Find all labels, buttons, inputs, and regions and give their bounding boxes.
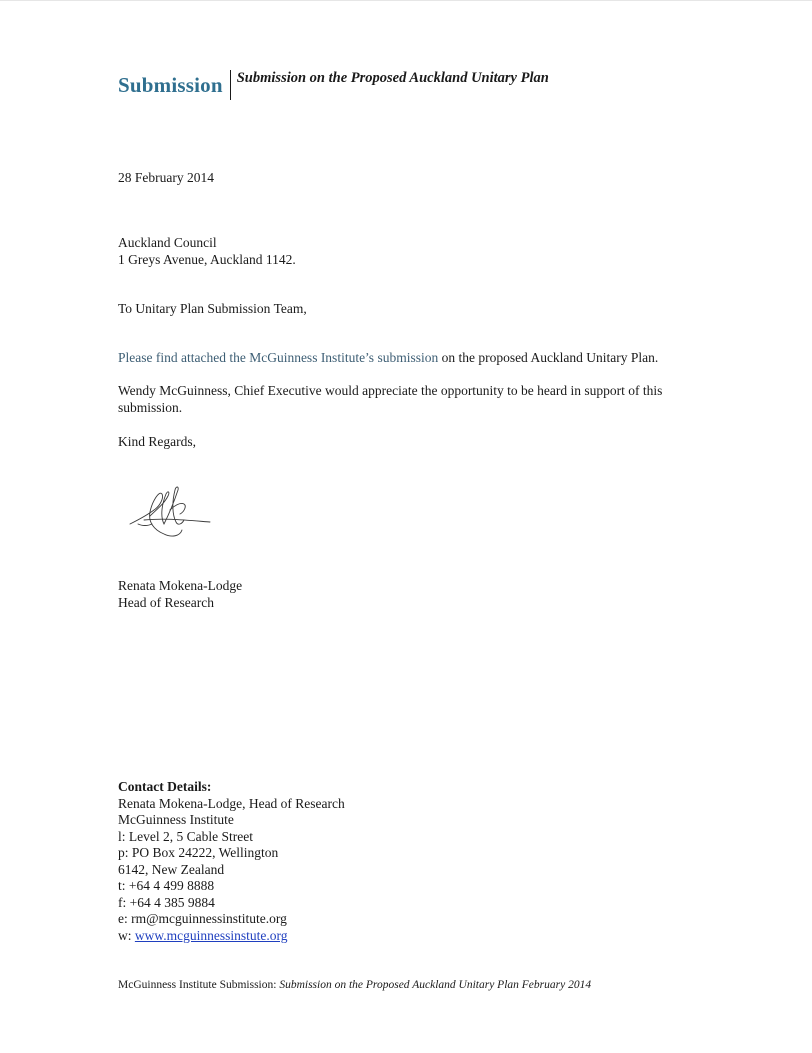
paragraph-attachment <box>118 350 658 367</box>
top-divider <box>0 0 812 1</box>
contact-line: 6142, New Zealand <box>118 861 225 877</box>
contact-line: f: +64 4 385 9884 <box>118 894 215 910</box>
contact-email: e: rm@mcguinnessinstitute.org <box>118 911 287 926</box>
contact-line: McGuinness Institute <box>118 812 234 827</box>
website-link[interactable]: www.mcguinnessinstute.org <box>134 927 288 943</box>
salutation: To Unitary Plan Submission Team, <box>118 301 307 316</box>
signer-block <box>118 578 242 611</box>
footer-prefix: McGuinness Institute Submission: <box>118 979 280 991</box>
contact-line: Renata Mokena-Lodge, Head of Research <box>118 795 345 811</box>
closing: Kind Regards, <box>118 434 196 449</box>
letter-date: 28 February 2014 <box>118 170 214 185</box>
signer-title: Head of Research <box>118 594 214 610</box>
header-title: Submission on the Proposed Auckland Unitary Plan <box>236 70 549 86</box>
paragraph-hearing: Wendy McGuinness, Chief Executive would appreciate the opportunity to be heard in support of this submission. <box>118 383 663 415</box>
contact-line: p: PO Box 24222, Wellington <box>118 845 279 860</box>
page-footer <box>118 978 591 992</box>
signer-name: Renata Mokena-Lodge <box>118 578 243 593</box>
attachment-rest: on the proposed Auckland Unitary Plan. <box>438 350 659 365</box>
contact-web-row <box>118 928 345 945</box>
recipient-line-2: 1 Greys Avenue, Auckland 1142. <box>118 251 296 267</box>
footer-title: Submission on the Proposed Auckland Unitary Plan February 2014 <box>279 979 592 991</box>
recipient-address <box>118 235 296 268</box>
contact-line: l: Level 2, 5 Cable Street <box>118 828 253 844</box>
web-prefix: w: <box>118 927 135 943</box>
signature-image <box>124 480 214 544</box>
document-header <box>118 68 549 102</box>
contact-heading: Contact Details: <box>118 779 212 794</box>
header-divider <box>230 70 231 100</box>
header-label: Submission <box>118 72 223 97</box>
recipient-line-1: Auckland Council <box>118 235 217 250</box>
contact-line: t: +64 4 499 8888 <box>118 878 215 893</box>
attachment-phrase: Please find attached the McGuinness Institute’s submission <box>118 350 439 365</box>
contact-details <box>118 779 345 944</box>
